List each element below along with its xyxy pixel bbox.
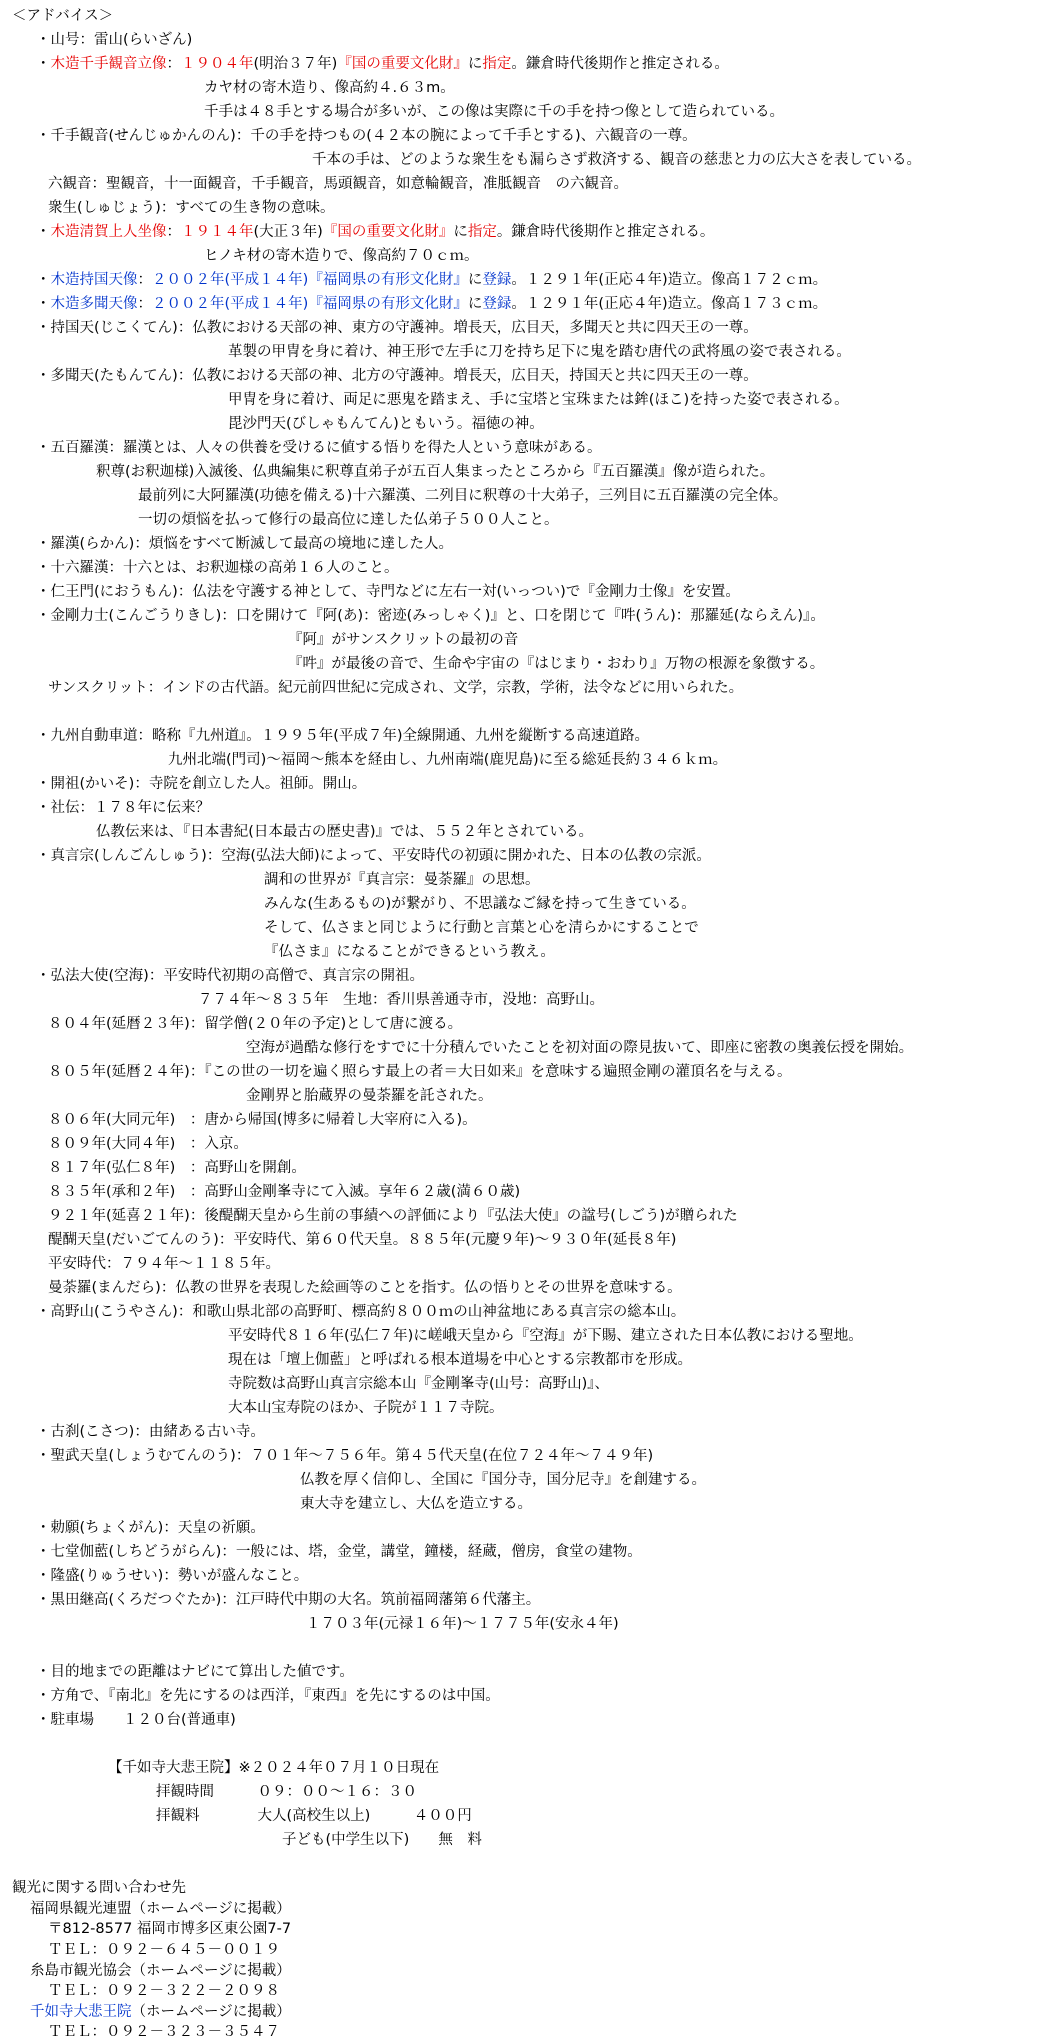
text-line — [108, 1758, 439, 1778]
text-segment: ・聖武天皇(しょうむてんのう)：７０１年～７５６年。第４５代天皇(在位７２４年～７４９年) — [36, 1448, 654, 1464]
text-segment: 現在は「壇上伽藍」と呼ばれる根本道場を中心とする宗教都市を形成。 — [228, 1352, 692, 1368]
text-line — [36, 582, 740, 602]
text-segment: ・古刹(こさつ)：由緒ある古い寺。 — [36, 1424, 265, 1440]
text-line — [48, 1110, 477, 1130]
text-segment: 毘沙門天(びしゃもんてん)ともいう。福徳の神。 — [228, 416, 544, 432]
text-line — [264, 870, 540, 890]
text-line — [36, 1710, 236, 1730]
text-segment: 木造持国天像 — [50, 272, 138, 288]
text-segment: ２００２年(平成１４年) — [152, 296, 309, 312]
text-segment: ・羅漢(らかん)：煩悩をすべて断滅して最高の境地に達した人。 — [36, 536, 454, 552]
text-line — [204, 78, 455, 98]
text-segment: ・ — [36, 56, 51, 72]
text-line — [36, 1662, 354, 1682]
text-segment: ・仁王門(におうもん)：仏法を守護する神として、寺門などに左右一対(いっつい)で『金剛力士像』を安置。 — [36, 584, 740, 600]
text-segment: みんな(生あるもの)が繋がり、不思議なご縁を持って生きている。 — [264, 896, 696, 912]
text-segment: ： — [137, 272, 152, 288]
text-segment: 糸島市観光協会（ホームページに掲載） — [30, 1962, 291, 1979]
text-segment: ： — [166, 224, 181, 240]
text-segment: 『吽』が最後の音で、生命や宇宙の『はじまり・おわり』万物の根源を象徴する。 — [288, 656, 825, 672]
text-line — [30, 1961, 291, 1981]
text-segment: 曼荼羅(まんだら)：仏教の世界を表現した絵画等のことを指す。仏の悟りとその世界を意味する。 — [48, 1280, 682, 1296]
text-segment: 木造千手観音立像 — [50, 56, 167, 72]
text-segment: （ホームページに掲載） — [131, 2003, 291, 2020]
text-segment: 子ども(中学生以下) 無 料 — [282, 1832, 482, 1848]
text-line — [48, 174, 628, 194]
text-line — [48, 1134, 248, 1154]
text-segment: ・方角で、『南北』を先にするのは西洋，『東西』を先にするのは中国。 — [36, 1688, 500, 1704]
text-segment: に — [453, 224, 468, 240]
text-segment: 金剛界と胎蔵界の曼荼羅を託された。 — [246, 1088, 493, 1104]
text-segment: 。１２９１年(正応４年)造立。像高１７２ｃｍ。 — [511, 272, 828, 288]
text-segment: 福岡県観光連盟（ホームページに掲載） — [30, 1900, 291, 1917]
text-line — [36, 966, 424, 986]
text-line — [198, 990, 604, 1010]
text-segment: ＴＥＬ：０９２－３２３－３５４７ — [48, 2024, 280, 2041]
text-segment: に — [467, 296, 483, 312]
text-segment: ・勅願(ちょくがん)：天皇の祈願。 — [36, 1520, 265, 1536]
text-line — [96, 462, 774, 482]
text-segment: 最前列に大阿羅漢(功徳を備える)十六羅漢、二列目に釈尊の十大弟子，三列目に五百羅漢の完全体。 — [138, 488, 788, 504]
text-line — [228, 342, 851, 362]
text-line — [300, 1494, 532, 1514]
text-line — [48, 1182, 520, 1202]
text-line — [30, 1899, 291, 1919]
text-line — [12, 1878, 186, 1898]
text-line — [36, 846, 711, 866]
text-segment: 革製の甲冑を身に着け、神王形で左手に刀を持ち足下に鬼を踏む唐代の武将風の姿で表される。 — [228, 344, 851, 360]
text-line — [204, 102, 784, 122]
text-line — [288, 630, 518, 650]
text-segment: 平安時代：７９４年～１１８５年。 — [48, 1256, 280, 1272]
text-segment: 『国の重要文化財』 — [322, 224, 454, 240]
text-line — [36, 1566, 308, 1586]
text-segment: 木造多聞天像 — [50, 296, 138, 312]
text-line — [36, 1422, 265, 1442]
text-line — [48, 1919, 291, 1939]
text-segment: １９１４年 — [181, 224, 254, 240]
text-line — [228, 414, 544, 434]
text-segment: 『仏さま』になることができるという教え。 — [264, 944, 555, 960]
text-line — [246, 1086, 493, 1106]
text-segment: ８０６年(大同元年) ：唐から帰国(博多に帰着し大宰府に入る)。 — [48, 1112, 477, 1128]
text-segment: ８３５年(承和２年) ：高野山金剛峯寺にて入滅。享年６２歳(満６０歳) — [48, 1184, 521, 1200]
text-segment: ・七堂伽藍(しちどうがらん)：一般には、塔，金堂，講堂，鐘楼，経蔵，僧房，食堂の建物。 — [36, 1544, 642, 1560]
text-line — [12, 6, 113, 26]
text-segment: ヒノキ材の寄木造りで、像高約７０ｃｍ。 — [204, 248, 479, 264]
text-line — [36, 1302, 685, 1322]
text-segment: 登録 — [482, 296, 512, 312]
text-segment: ・黒田継高(くろだつぐたか)：江戸時代中期の大名。筑前福岡藩第６代藩主。 — [36, 1592, 541, 1608]
text-line — [36, 726, 649, 746]
text-line — [36, 1518, 265, 1538]
text-segment: ・持国天(じこくてん)：仏教における天部の神、東方の守護神。増長天，広目天，多聞天と共に四天王の一尊。 — [36, 320, 758, 336]
text-segment: ７７４年～８３５年 生地：香川県善通寺市，没地：高野山。 — [198, 992, 604, 1008]
text-segment: ８０５年(延暦２４年)：『この世の一切を遍く照らす最上の者＝大日如来』を意味する遍照金剛の灌頂名を与える。 — [48, 1064, 792, 1080]
text-line — [36, 606, 825, 626]
text-line — [48, 1230, 676, 1250]
text-line — [138, 510, 559, 530]
text-line — [288, 654, 824, 674]
text-line — [264, 894, 696, 914]
text-line — [36, 1686, 500, 1706]
text-segment: 千手は４８手とする場合が多いが、この像は実際に千の手を持つ像として造られている。 — [204, 104, 784, 120]
text-segment: ８１７年(弘仁８年) ：高野山を開創。 — [48, 1160, 306, 1176]
text-line — [306, 1614, 619, 1634]
text-segment: ・弘法大使(空海)：平安時代初期の高僧で、真言宗の開祖。 — [36, 968, 425, 984]
text-line — [36, 30, 192, 50]
text-line — [30, 2002, 291, 2022]
text-segment: ・九州自動車道：略称『九州道』。１９９５年(平成７年)全線開通、九州を縦断する高速道路。 — [36, 728, 650, 744]
text-line — [36, 774, 366, 794]
text-line — [36, 270, 827, 290]
text-line — [36, 1446, 653, 1466]
text-segment: 東大寺を建立し、大仏を造立する。 — [300, 1496, 532, 1512]
text-segment: ・開祖(かいそ)：寺院を創立した人。祖師。開山。 — [36, 776, 367, 792]
text-line — [36, 126, 697, 146]
text-segment: ・社伝：１７８年に伝来？ — [36, 800, 210, 816]
text-segment: ・高野山(こうやさん)：和歌山県北部の高野町、標高約８００ｍの山神盆地にある真言宗の総本山。 — [36, 1304, 686, 1320]
text-segment: １７０３年(元禄１６年)～１７７５年(安永４年) — [306, 1616, 619, 1632]
text-segment: 観光に関する問い合わせ先 — [12, 1880, 186, 1896]
text-line — [48, 1981, 280, 2001]
text-segment: 拝観料 大人(高校生以上) ４００円 — [156, 1808, 472, 1824]
text-segment[interactable]: 千如寺大悲王院 — [30, 2003, 132, 2020]
text-segment: ・ — [36, 224, 51, 240]
text-line — [96, 822, 593, 842]
text-segment: に — [467, 272, 483, 288]
text-segment: カヤ材の寄木造り、像高約４.６３m。 — [204, 80, 455, 96]
text-segment: 平安時代８１６年(弘仁７年)に嵯峨天皇から『空海』が下賜、建立された日本仏教における聖地。 — [228, 1328, 863, 1344]
text-line — [48, 1254, 280, 1274]
text-line — [48, 1206, 738, 1226]
text-line — [48, 1158, 306, 1178]
text-line — [36, 222, 714, 242]
text-segment: 空海が過酷な修行をすでに十分積んでいたことを初対面の際見抜いて、即座に密教の奥義伝授を開始。 — [246, 1040, 914, 1056]
text-line — [48, 2022, 280, 2042]
text-line — [36, 534, 453, 554]
text-line — [264, 918, 699, 938]
text-line — [228, 1350, 692, 1370]
text-segment: 【千如寺大悲王院】※２０２４年０７月１０日現在 — [108, 1760, 440, 1776]
text-segment: ・駐車場 １２０台(普通車) — [36, 1712, 236, 1728]
text-segment: ＴＥＬ：０９２－３２２－２０９８ — [48, 1983, 280, 2000]
text-segment: 。鎌倉時代後期作と推定される。 — [496, 224, 715, 240]
text-line — [168, 750, 727, 770]
text-line — [228, 1326, 863, 1346]
text-segment: 衆生(しゅじょう)：すべての生き物の意味。 — [48, 200, 335, 216]
text-segment: 〒812-8577 福岡市博多区東公園7-7 — [48, 1921, 292, 1938]
text-line — [36, 558, 399, 578]
text-segment: ・多聞天(たもんてん)：仏教における天部の神、北方の守護神。増長天，広目天，持国天と共に四天王の一尊。 — [36, 368, 758, 384]
text-line — [228, 1398, 504, 1418]
text-segment: 『福岡県の有形文化財』 — [308, 296, 468, 312]
text-line — [36, 318, 758, 338]
text-segment: サンスクリット：インドの古代語。紀元前四世紀に完成され、文学，宗教，学術，法令などに用いられた。 — [48, 680, 744, 696]
text-segment: 寺院数は高野山真言宗総本山『金剛峯寺(山号：高野山)』、 — [228, 1376, 610, 1392]
text-line — [48, 1062, 792, 1082]
text-segment: そして、仏さまと同じように行動と言葉と心を清らかにすることで — [264, 920, 699, 936]
text-segment: (明治３７年) — [253, 56, 338, 72]
text-line — [36, 366, 758, 386]
text-segment: ・ — [36, 272, 51, 288]
text-line — [312, 150, 921, 170]
text-line — [36, 294, 827, 314]
text-segment: ＴＥＬ：０９２－６４５－００１９ — [48, 1941, 280, 1958]
text-segment: 指定 — [482, 56, 512, 72]
text-line — [156, 1782, 417, 1802]
text-line — [264, 942, 555, 962]
text-segment: 千本の手は、どのような衆生をも漏らさず救済する、観音の慈悲と力の広大さを表している。 — [312, 152, 921, 168]
text-segment: ８０４年(延暦２３年)：留学僧(２０年の予定)として唐に渡る。 — [48, 1016, 463, 1032]
text-segment: ・目的地までの距離はナビにて算出した値です。 — [36, 1664, 354, 1680]
text-segment: 六観音：聖観音，十一面観音，千手観音，馬頭観音，如意輪観音，准胝観音 の六観音。 — [48, 176, 628, 192]
text-segment: ： — [137, 296, 152, 312]
text-line — [36, 1542, 642, 1562]
text-segment: 『阿』がサンスクリットの最初の音 — [288, 632, 519, 648]
text-segment: 調和の世界が『真言宗：曼荼羅』の思想。 — [264, 872, 540, 888]
text-segment: ・千手観音(せんじゅかんのん)：千の手を持つもの(４２本の腕によって千手とする)、六観音の一尊。 — [36, 128, 697, 144]
text-segment: ・金剛力士(こんごうりきし)：口を開けて『阿(あ)：密迹(みっしゃく)』と、口を閉じて『吽(うん)：那羅延(ならえん)』。 — [36, 608, 825, 624]
text-segment: 指定 — [467, 224, 497, 240]
text-segment: 木造清賀上人坐像 — [50, 224, 167, 240]
text-segment: ・十六羅漢：十六とは、お釈迦様の高弟１６人のこと。 — [36, 560, 399, 576]
text-segment: ・真言宗(しんごんしゅう)：空海(弘法大師)によって、平安時代の初頭に開かれた、日本の仏教の宗派。 — [36, 848, 711, 864]
text-segment: 仏教を厚く信仰し、全国に『国分寺，国分尼寺』を創建する。 — [300, 1472, 706, 1488]
text-segment: 九州北端(門司)～福岡～熊本を経由し、九州南端(鹿児島)に至る総延長約３４６ｋｍ。 — [168, 752, 728, 768]
text-segment: 仏教伝来は、『日本書紀(日本最古の歴史書)』では、５５２年とされている。 — [96, 824, 594, 840]
text-line — [246, 1038, 913, 1058]
text-segment: に — [467, 56, 483, 72]
text-line — [282, 1830, 482, 1850]
text-line — [48, 1940, 280, 1960]
text-segment: 登録 — [482, 272, 512, 288]
text-segment: ・五百羅漢：羅漢とは、人々の供養を受けるに値する悟りを得た人という意味がある。 — [36, 440, 602, 456]
text-segment: 釈尊(お釈迦様)入滅後、仏典編集に釈尊直弟子が五百人集まったところから『五百羅漢』像が造られた。 — [96, 464, 775, 480]
text-line — [48, 1014, 462, 1034]
text-segment: 醍醐天皇(だいごてんのう)：平安時代、第６０代天皇。８８５年(元慶９年)～９３０年(延長８年) — [48, 1232, 677, 1248]
text-line — [228, 1374, 609, 1394]
text-line — [204, 246, 478, 266]
text-segment: ９２１年(延喜２１年)：後醍醐天皇から生前の事績への評価により『弘法大使』の諡号(しごう)が贈られた — [48, 1208, 738, 1224]
text-segment: ・隆盛(りゅうせい)：勢いが盛んなこと。 — [36, 1568, 309, 1584]
text-segment: (大正３年) — [253, 224, 323, 240]
text-segment: 大本山宝寿院のほか、子院が１１７寺院。 — [228, 1400, 504, 1416]
text-segment: ８０９年(大同４年) ：入京。 — [48, 1136, 248, 1152]
text-segment: 『国の重要文化財』 — [337, 56, 468, 72]
text-segment: ＜アドバイス＞ — [12, 8, 114, 24]
text-segment: 一切の煩悩を払って修行の最高位に達した仏弟子５００人こと。 — [138, 512, 559, 528]
text-line — [36, 798, 210, 818]
text-segment: 拝観時間 ０９：００～１６：３０ — [156, 1784, 417, 1800]
text-line — [228, 390, 849, 410]
text-line — [138, 486, 787, 506]
text-segment: ・ — [36, 296, 51, 312]
text-segment: 『福岡県の有形文化財』 — [308, 272, 468, 288]
text-segment: １９０４年 — [181, 56, 254, 72]
text-line — [48, 198, 335, 218]
text-line — [48, 1278, 682, 1298]
text-line — [36, 1590, 540, 1610]
text-segment: 。鎌倉時代後期作と推定される。 — [511, 56, 729, 72]
text-segment: ： — [166, 56, 181, 72]
text-segment: 。１２９１年(正応４年)造立。像高１７３ｃｍ。 — [511, 296, 828, 312]
text-segment: 甲冑を身に着け、両足に悪鬼を踏まえ、手に宝塔と宝珠または鉾(ほこ)を持った姿で表される。 — [228, 392, 849, 408]
text-line — [36, 54, 729, 74]
text-line — [48, 678, 743, 698]
text-line — [156, 1806, 472, 1826]
text-line — [36, 438, 602, 458]
text-line — [300, 1470, 706, 1490]
text-segment: ・山号：雷山(らいざん) — [36, 32, 193, 48]
text-segment: ２００２年(平成１４年) — [152, 272, 309, 288]
